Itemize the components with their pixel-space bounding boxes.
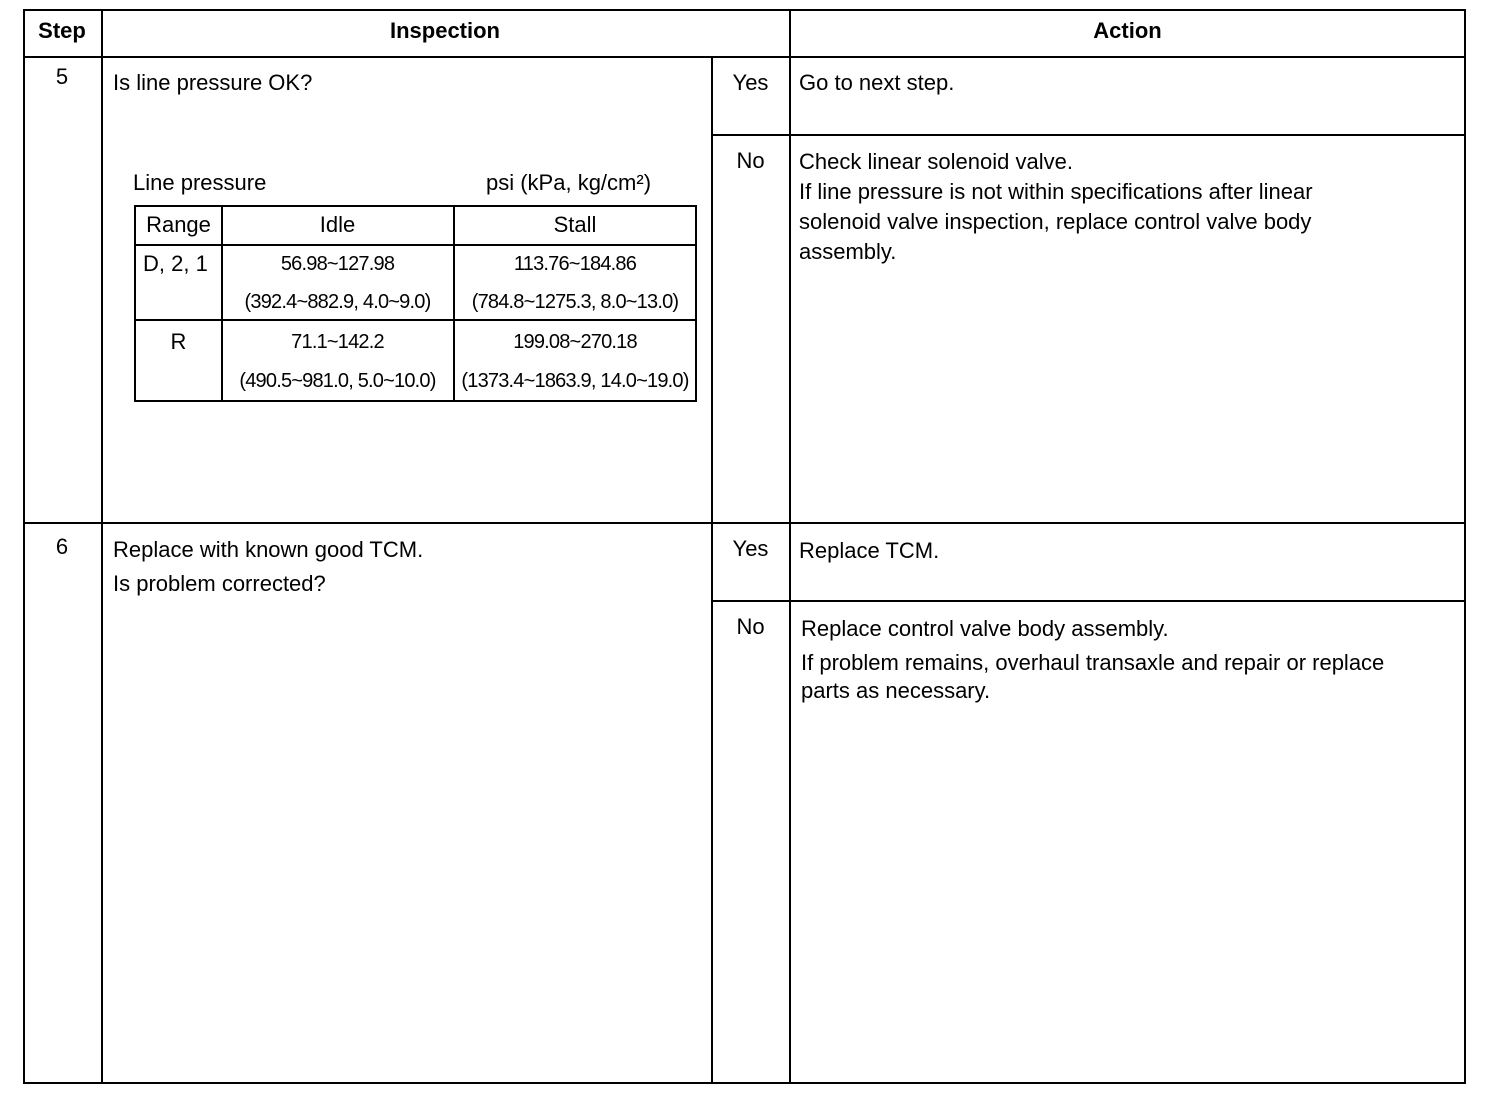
spec-idle-psi: 71.1~142.2 [291,331,384,353]
inspection-question-5: Is line pressure OK? [113,70,313,95]
action-line: Replace control valve body assembly. [801,616,1169,641]
spec-idle-metric: (392.4~882.9, 4.0~9.0) [244,291,431,313]
spec-range-r: R [170,329,187,354]
inspection-line: Is problem corrected? [113,571,326,596]
no-label-5: No [736,148,765,173]
spec-stall-psi: 199.08~270.18 [513,331,637,353]
yes-label-5: Yes [732,70,769,95]
step-number-6: 6 [55,534,69,559]
header-step: Step [38,18,86,43]
spec-units: psi (kPa, kg/cm²) [486,170,652,195]
spec-idle-psi: 56.98~127.98 [280,253,395,275]
no-label-6: No [736,614,765,639]
header-inspection: Inspection [389,18,500,43]
action-line: solenoid valve inspection, replace control valve body [799,209,1312,234]
yes-label-6: Yes [732,536,769,561]
spec-stall-metric: (784.8~1275.3, 8.0~13.0) [471,291,679,313]
action-line: parts as necessary. [801,678,991,703]
action-line: If line pressure is not within specifications after linear [799,179,1313,204]
spec-col-stall: Stall [553,212,597,237]
action-line: Check linear solenoid valve. [799,149,1073,174]
yes-action-6: Replace TCM. [799,538,940,563]
spec-stall-metric: (1373.4~1863.9, 14.0~19.0) [461,370,689,392]
spec-idle-metric: (490.5~981.0, 5.0~10.0) [239,370,436,392]
spec-col-range: Range [146,212,211,237]
spec-col-idle: Idle [319,212,356,237]
spec-title: Line pressure [133,170,267,195]
inspection-line: Replace with known good TCM. [113,537,424,562]
action-line: If problem remains, overhaul transaxle and repair or replace [801,650,1385,675]
header-action: Action [1093,18,1162,43]
spec-range-d21: D, 2, 1 [143,251,208,276]
spec-stall-psi: 113.76~184.86 [513,253,637,275]
step-number-5: 5 [55,64,69,89]
yes-action-5: Go to next step. [799,70,955,95]
action-line: assembly. [799,239,897,264]
